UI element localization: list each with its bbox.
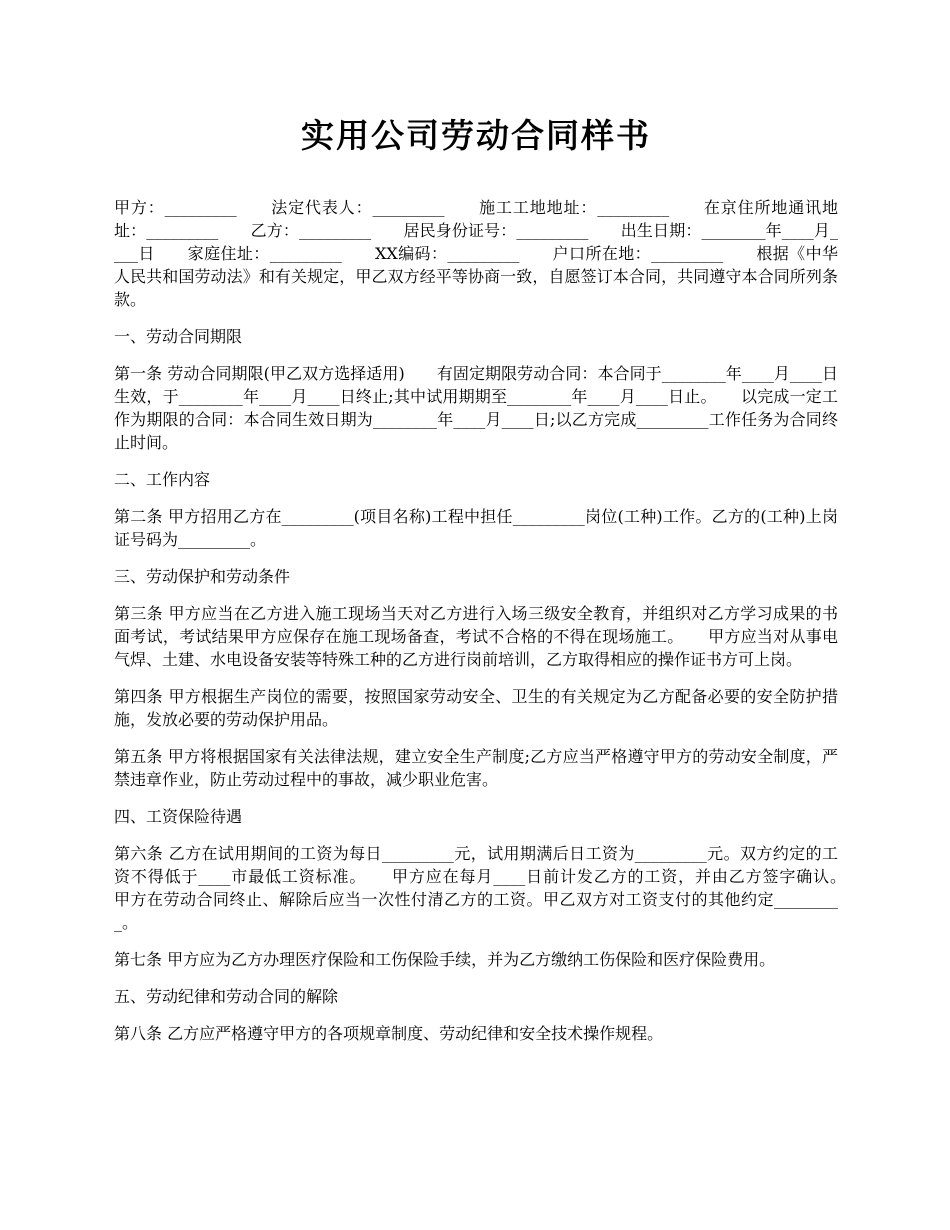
section-heading-discipline-termination: 五、劳动纪律和劳动合同的解除	[114, 987, 339, 1006]
section-heading-labor-protection: 三、劳动保护和劳动条件	[114, 567, 291, 586]
article-1-contract-term: 第一条 劳动合同期限(甲乙双方选择适用) 有固定期限劳动合同：本合同于________年____月____日生效，于________年____月____日终止;其中试用期期至________年____月____日止。 以完成一定工作为期限的合同：本合同生效日期为________年____月____日;以乙方完成_________工作任务为合同终止时间。	[114, 364, 838, 452]
article-2-work-content: 第二条 甲方招用乙方在_________(项目名称)工程中担任_________岗位(工种)工作。乙方的(工种)上岗证号码为_________。	[114, 507, 838, 549]
document-page	[114, 112, 871, 1059]
article-6-wages: 第六条 乙方在试用期间的工资为每日_________元，试用期满后日工资为_________元。双方约定的工资不得低于____市最低工资标准。 甲方应在每月____日前计发乙方的工资，并由乙方签字确认。 甲方在劳动合同终止、解除后应当一次性付清乙方的工资。甲乙双方对工资支付的其他约定_________。	[114, 844, 871, 932]
section-heading-labor-contract-term: 一、劳动合同期限	[114, 327, 243, 346]
section-heading-work-content: 二、工作内容	[114, 470, 211, 489]
section-heading-wages-insurance: 四、工资保险待遇	[114, 807, 243, 826]
parties-info: 甲方：_________ 法定代表人：_________ 施工工地地址：_________ 在京住所地通讯地址：_________ 乙方：_________ 居民身份证号：_________ 出生日期：________年____月____日 家庭住址：_________ XX编码：_________ 户口所在地：_________ 根据《中华人民共和国劳动法》和有关规定，甲乙双方经平等协商一致，自愿签订本合同，共同遵守本合同所列条款。	[114, 198, 838, 309]
document-title: 实用公司劳动合同样书	[301, 116, 651, 155]
article-3-safety-training: 第三条 甲方应当在乙方进入施工现场当天对乙方进行入场三级安全教育，并组织对乙方学习成果的书面考试，考试结果甲方应保存在施工现场备查，考试不合格的不得在现场施工。 甲方应当对从事电气焊、土建、水电设备安装等特殊工种的乙方进行岗前培训，乙方取得相应的操作证书方可上岗。	[114, 604, 838, 669]
article-4-protective-measures: 第四条 甲方根据生产岗位的需要，按照国家劳动安全、卫生的有关规定为乙方配备必要的安全防护措施，发放必要的劳动保护用品。	[114, 687, 838, 729]
article-5-safety-system: 第五条 甲方将根据国家有关法律法规，建立安全生产制度;乙方应当严格遵守甲方的劳动安全制度，严禁违章作业，防止劳动过程中的事故，减少职业危害。	[114, 747, 838, 789]
article-7-insurance: 第七条 甲方应为乙方办理医疗保险和工伤保险手续，并为乙方缴纳工伤保险和医疗保险费用。	[114, 950, 776, 969]
article-8-discipline: 第八条 乙方应严格遵守甲方的各项规章制度、劳动纪律和安全技术操作规程。	[114, 1024, 664, 1043]
